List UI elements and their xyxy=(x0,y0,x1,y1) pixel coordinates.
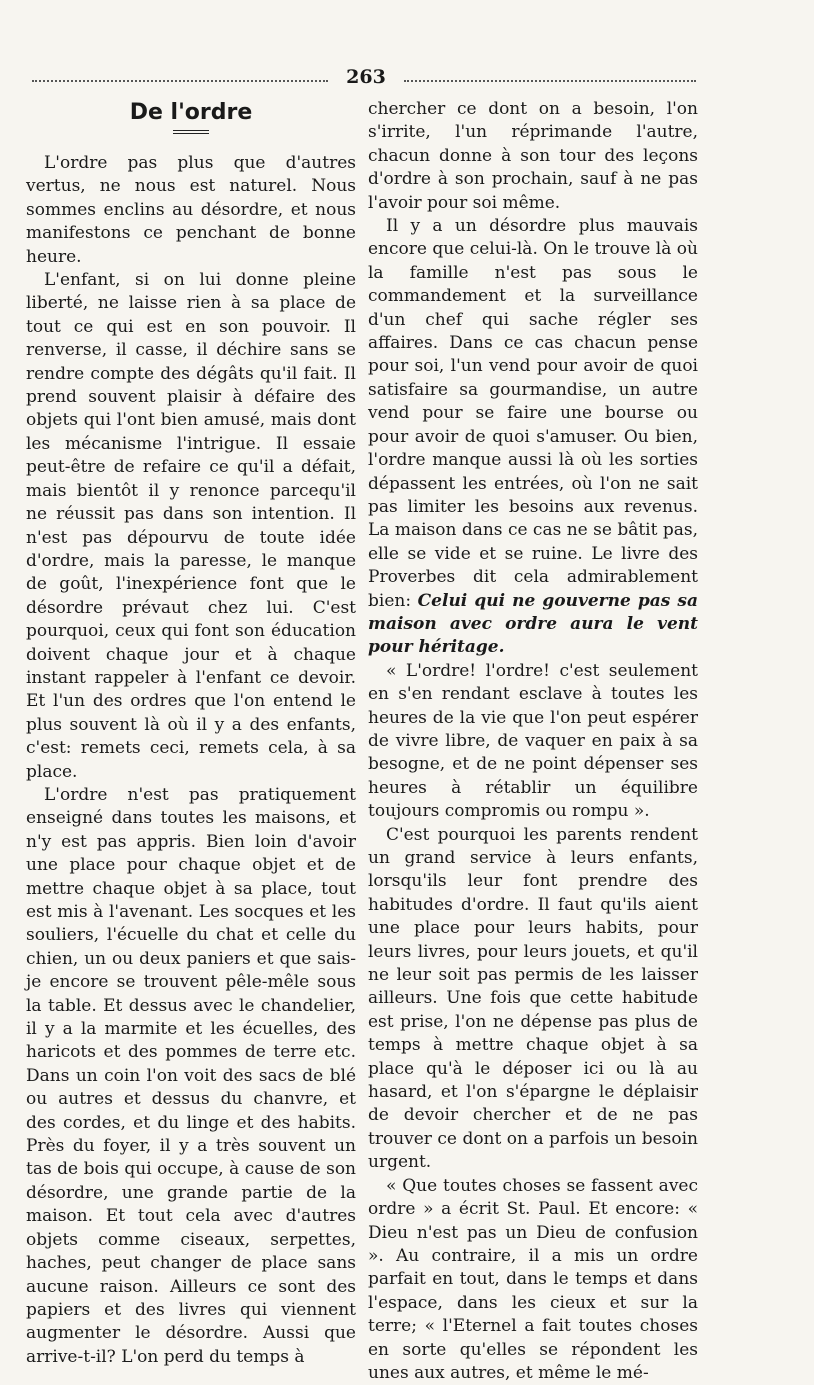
paragraph: L'ordre pas plus que d'autres vertus, ne nous est naturel. Nous sommes enclins au désordre, et nous manifestons ce penchant de bonne heure. xyxy=(26,153,356,267)
paragraph-continued: chercher ce dont on a besoin, l'on s'irrite, l'un réprimande l'autre, chacun donne à son tour des leçons d'ordre à son prochain, sauf à ne pas l'avoir pour soi même. xyxy=(368,99,698,213)
page-header xyxy=(32,64,696,92)
section-title: De l'ordre xyxy=(129,100,253,125)
paragraph: L'enfant, si on lui donne pleine liberté, ne laisse rien à sa place de tout ce qui est en son pouvoir. Il renverse, il casse, il déchire sans se rendre compte des dégâts qu'il fait. Il prend souvent plaisir à défaire des objets qui l'ont bien amusé, mais dont les mécanisme l'intrigue. Il essaie peut-être de refaire ce qu'il a défait, mais bientôt il y renonce parcequ'il ne réussit pas dans son intention. Il n'est pas dépourvu de toute idée d'ordre, mais la paresse, le manque de goût, l'inexpérience font que le désordre prévaut chez lui. C'est pourquoi, ceux qui font son éducation doivent chaque jour et à chaque instant rappeler à l'enfant ce devoir. Et l'un des ordres que l'on entend le plus souvent là où il y a des enfants, c'est: remets ceci, remets cela, à sa place. xyxy=(26,270,356,782)
paragraph: « L'ordre! l'ordre! c'est seulement en s'en rendant esclave à toutes les heures de la vie que l'on peut espérer de vivre libre, de vaquer en paix à sa besogne, et de ne point dépenser ses heures à rétablir un équilibre toujours compromis ou rompu ». xyxy=(368,660,698,822)
title-ornament-rule xyxy=(173,130,209,134)
header-rule-left xyxy=(32,80,328,82)
paragraph: L'ordre n'est pas pratiquement enseigné dans toutes les maisons, et n'y est pas appris. Bien loin d'avoir une place pour chaque objet et de mettre chaque objet à sa place, tout est mis à l'avenant. Les socques et les souliers, l'écuelle du chat et celle du chien, un ou deux paniers et que sais-je encore se trouvent pêle-mêle sous la table. Et dessus avec le chandelier, il y a la marmite et les écuelles, des haricots et des pommes de terre etc. Dans un coin l'on voit des sacs de blé ou autres et dessus du chanvre, et des cordes, et du linge et des habits. Près du foyer, il y a très souvent un tas de bois qui occupe, à cause de son désordre, une grande partie de la maison. Et tout cela avec d'autres objets comme ciseaux, serpettes, haches, peut changer de place sans aucune raison. Ailleurs ce sont des papiers et des livres qui viennent augmenter le désordre. Aussi que arrive-t-il? L'on perd du temps à xyxy=(26,784,356,1367)
left-column xyxy=(26,98,356,1369)
paragraph: C'est pourquoi les parents rendent un grand service à leurs enfants, lorsqu'ils leur font prendre des habitudes d'ordre. Il faut qu'ils aient une place pour leurs habits, pour leurs livres, pour leurs jouets, et qu'il ne leur soit pas permis de les laisser ailleurs. Une fois que cette habitude est prise, l'on ne dépense pas plus de temps à mettre chaque objet à sa place qu'à le déposer ici ou là au hasard, et l'on s'épargne le déplaisir de devoir chercher et de ne pas trouver ce dont on a parfois un besoin urgent. xyxy=(368,824,698,1173)
paragraph: « Que toutes choses se fassent avec ordre » a écrit St. Paul. Et encore: « Dieu n'est pas un Dieu de confusion ». Au contraire, il a mis un ordre parfait en tout, dans le temps et dans l'espace, dans les cieux et sur la terre; « l'Eternel a fait toutes choses en sorte qu'elles se répondent les unes aux autres, et même le mé- xyxy=(368,1175,698,1383)
paragraph xyxy=(368,215,698,660)
proverb-quote: Celui qui ne gouverne pas sa maison avec ordre aura le vent pour héritage. xyxy=(368,590,698,658)
page-number: 263 xyxy=(346,66,386,88)
header-rule-right xyxy=(404,80,696,82)
paragraph-text: Il y a un désordre plus mauvais encore que celui-là. On le trouve là où la famille n'est pas sous le commandement et la surveillance d'un chef qui sache régler ses affaires. Dans ce cas chacun pense pour soi, l'un vend pour avoir de quoi satisfaire sa gourmandise, un autre vend pour se faire une bourse ou pour avoir de quoi s'amuser. Ou bien, l'ordre manque aussi là où les sorties dépassent les entrées, où l'on ne sait pas limiter les besoins aux revenus. La maison dans ce cas ne se bâtit pas, elle se vide et se ruine. Le livre des Proverbes dit cela admirablement bien: xyxy=(368,216,698,611)
right-column xyxy=(368,98,698,1385)
